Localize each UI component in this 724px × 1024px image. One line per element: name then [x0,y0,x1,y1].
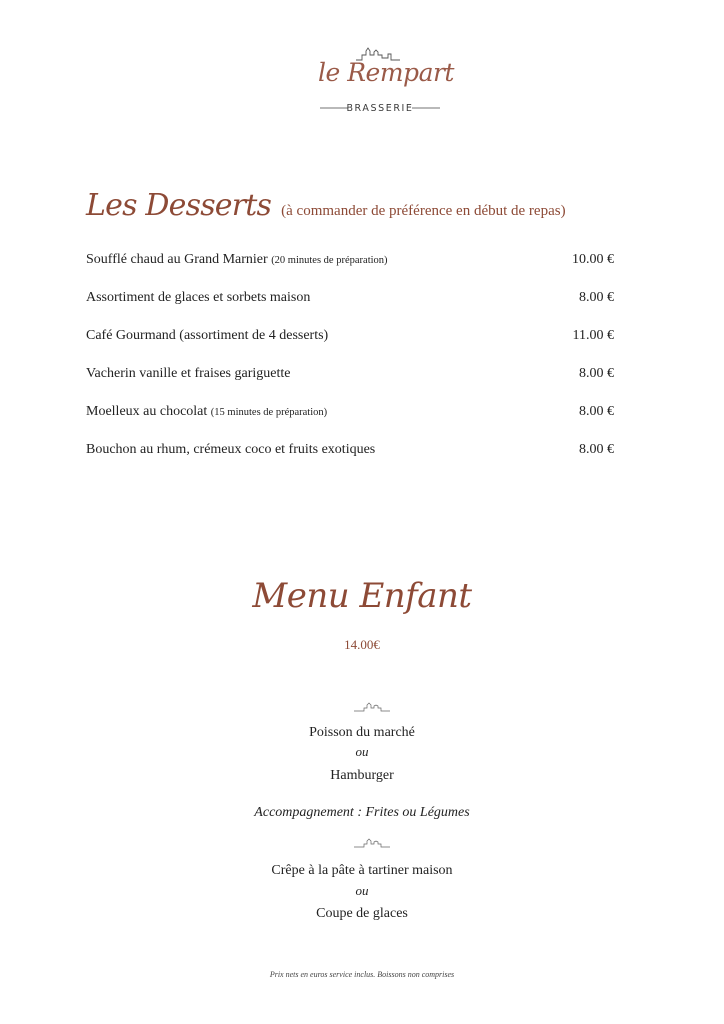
menu-enfant-heading [0,576,724,616]
list-item [86,442,614,480]
or-separator: ou [355,883,369,898]
item-price: 11.00 € [572,328,614,343]
item-note: (20 minutes de préparation) [271,255,388,266]
item-name: Café Gourmand (assortiment de 4 desserts) [86,328,329,343]
desserts-title: Les Desserts [86,188,272,223]
brand-logo [312,44,454,124]
desserts-heading [86,188,566,223]
item-price: 8.00 € [579,442,614,457]
list-item [86,404,614,442]
dessert-option-2: Coupe de glaces [316,906,408,921]
item-name: Vacherin vanille et fraises gariguette [86,366,291,381]
logo-script-text: le Rempart [318,58,454,87]
main-option-2: Hamburger [330,768,394,783]
castle-divider-icon [352,836,392,850]
or-separator: ou [355,744,369,759]
desserts-note: (à commander de préférence en début de repas) [281,203,566,219]
item-price: 8.00 € [579,404,614,419]
footer-note: Prix nets en euros service inclus. Boissons non comprises [269,970,455,979]
list-item [86,366,614,404]
side-dish: Accompagnement : Frites ou Légumes [254,805,470,820]
castle-divider-icon [352,700,392,714]
list-item [86,328,614,366]
list-item [86,290,614,328]
menu-enfant-price: 14.00€ [344,637,380,652]
main-option-1: Poisson du marché [309,725,415,740]
item-price: 8.00 € [579,366,614,381]
item-name: Soufflé chaud au Grand Marnier [86,252,268,267]
logo-subtitle: BRASSERIE [346,103,414,114]
item-name: Moelleux au chocolat [86,404,208,419]
list-item [86,252,614,290]
dessert-option-1: Crêpe à la pâte à tartiner maison [271,863,453,878]
item-name: Assortiment de glaces et sorbets maison [86,290,311,305]
item-note: (15 minutes de préparation) [210,407,328,418]
item-name: Bouchon au rhum, crémeux coco et fruits exotiques [86,442,376,457]
menu-enfant-title: Menu Enfant [252,576,472,616]
item-price: 8.00 € [579,290,614,305]
dessert-list [86,252,614,480]
item-price: 10.00 € [572,252,614,267]
